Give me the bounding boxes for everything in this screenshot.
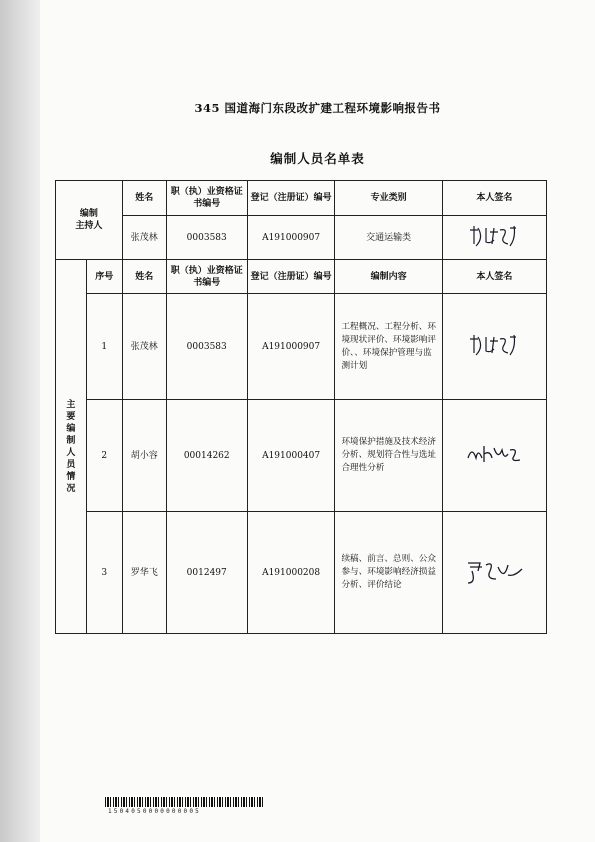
host-name: 张茂林: [122, 216, 166, 260]
staff-header-row: [56, 260, 547, 294]
handwritten-signature: [464, 222, 524, 250]
staff-header-index: 序号: [86, 260, 122, 294]
staff-cert: 00014262: [166, 400, 247, 512]
staff-index: 2: [86, 400, 122, 512]
staff-name: 胡小容: [122, 400, 166, 512]
staff-reg: A191000407: [247, 400, 335, 512]
table-row: [56, 400, 547, 512]
staff-section-label: 主 要 编 制 人 员 情 况: [56, 260, 87, 634]
host-header-row: [56, 181, 547, 216]
host-header-category: 专业类别: [335, 181, 442, 216]
staff-name: 罗华飞: [122, 512, 166, 634]
staff-index: 1: [86, 294, 122, 400]
table-row: [56, 512, 547, 634]
staff-cert: 0012497: [166, 512, 247, 634]
staff-content: 续稿、前言、总则、公众参与、环境影响经济损益分析、评价结论: [335, 512, 442, 634]
host-signature: [442, 216, 546, 260]
host-category: 交通运输类: [335, 216, 442, 260]
document-title: 345 国道海门东段改扩建工程环境影响报告书: [194, 101, 441, 115]
host-header-reg: 登记（注册证）编号: [247, 181, 335, 216]
host-cert: 0003583: [166, 216, 247, 260]
host-row: [56, 216, 547, 260]
staff-signature: [442, 400, 546, 512]
staff-header-signature: 本人签名: [442, 260, 546, 294]
staff-signature: [442, 512, 546, 634]
staff-reg: A191000208: [247, 512, 335, 634]
barcode-number: 1504050000000005: [108, 808, 201, 815]
barcode: [105, 797, 265, 807]
staff-header-cert: 职（执）业资格证书编号: [166, 260, 247, 294]
staff-content: 环境保护措施及技术经济分析、规划符合性与选址合理性分析: [335, 400, 442, 512]
staff-content: 工程概况、工程分析、环境现状评价、环境影响评价、、环境保护管理与监测计划: [335, 294, 442, 400]
handwritten-signature: [464, 557, 524, 585]
document-subtitle: 编制人员名单表: [270, 151, 365, 166]
staff-header-reg: 登记（注册证）编号: [247, 260, 335, 294]
staff-header-content: 编制内容: [335, 260, 442, 294]
host-reg: A191000907: [247, 216, 335, 260]
staff-signature: [442, 294, 546, 400]
host-header-cert: 职（执）业资格证书编号: [166, 181, 247, 216]
handwritten-signature: [464, 331, 524, 359]
staff-cert: 0003583: [166, 294, 247, 400]
staff-header-name: 姓名: [122, 260, 166, 294]
staff-table: [55, 180, 547, 634]
host-section-label: 编制 主持人: [56, 181, 123, 260]
staff-index: 3: [86, 512, 122, 634]
table-row: [56, 294, 547, 400]
staff-name: 张茂林: [122, 294, 166, 400]
handwritten-signature: [464, 440, 524, 468]
staff-reg: A191000907: [247, 294, 335, 400]
host-header-name: 姓名: [122, 181, 166, 216]
scan-edge-shadow: [0, 0, 40, 842]
host-header-signature: 本人签名: [442, 181, 546, 216]
